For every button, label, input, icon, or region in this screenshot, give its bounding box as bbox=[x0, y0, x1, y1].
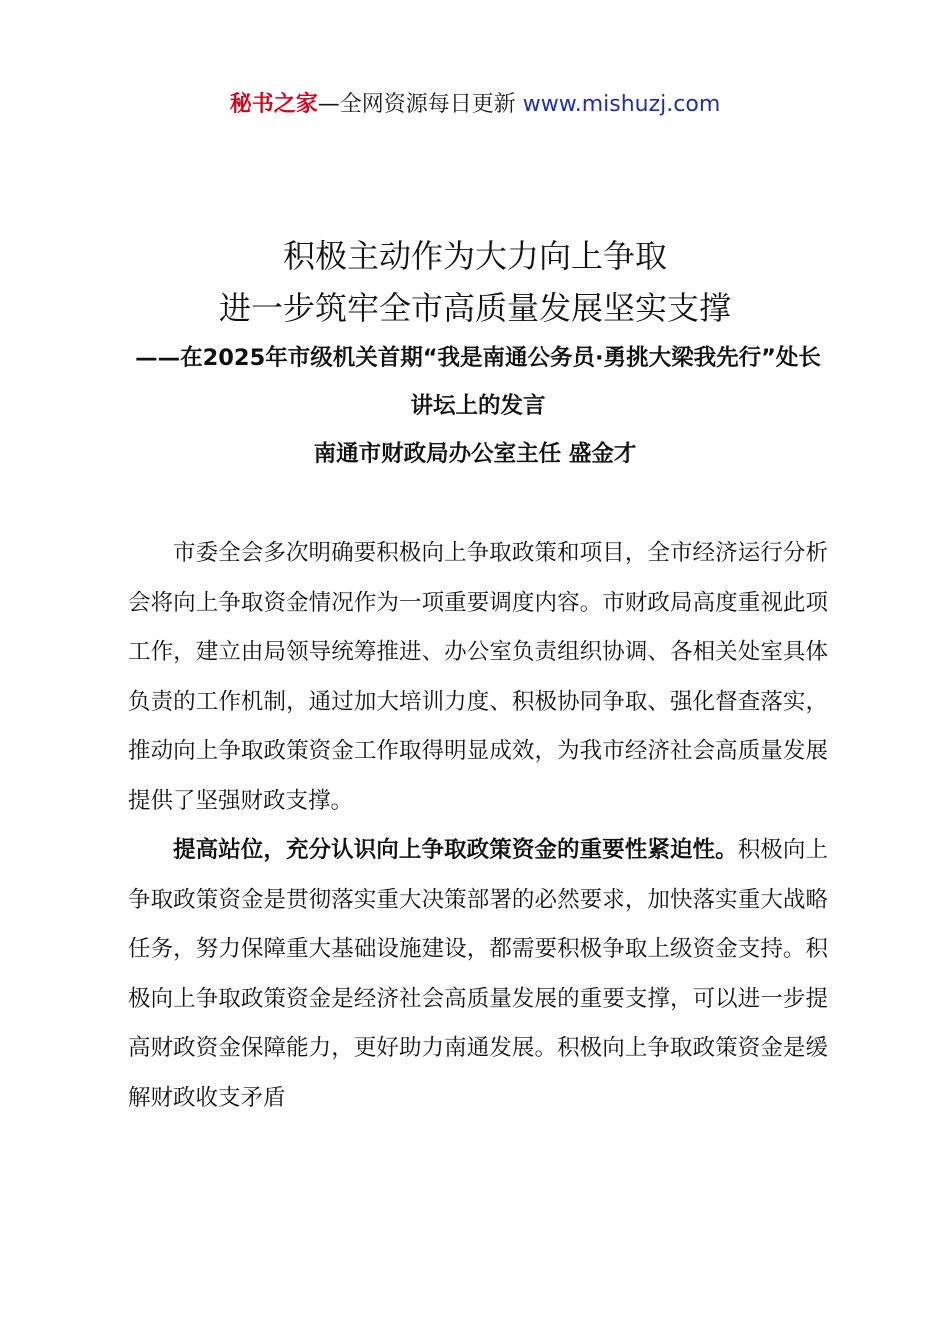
body-paragraph-2 bbox=[128, 826, 828, 1123]
document-title-line-1: 积极主动作为大力向上争取 bbox=[282, 237, 667, 275]
document-author: 南通市财政局办公室主任 盛金才 bbox=[313, 441, 637, 467]
document-title-line-2: 进一步筑牢全市高质量发展坚实支撑 bbox=[218, 289, 731, 327]
site-brand: 秘书之家 bbox=[229, 92, 318, 117]
paragraph-text: 积极向上争取政策资金是贯彻落实重大决策部署的必然要求，加快落实重大战略任务，努力保障重大基础设施建设，都需要积极争取上级资金支持。积极向上争取政策资金是经济社会高质量发展的重要支撑，可以进一步提高财政资金保障能力，更好助力南通发展。积极向上争取政策资金是缓解财政收支矛盾 bbox=[128, 837, 828, 1111]
body-paragraph-1: 市委全会多次明确要积极向上争取政策和项目，全市经济运行分析会将向上争取资金情况作为一项重要调度内容。市财政局高度重视此项工作，建立由局领导统筹推进、办公室负责组织协调、各相关处室具体负责的工作机制，通过加大培训力度、积极协同争取、强化督查落实，推动向上争取政策资金工作取得明显成效，为我市经济社会高质量发展提供了坚强财政支撑。 bbox=[128, 540, 828, 814]
document-body bbox=[128, 529, 828, 1123]
document-subtitle: ——在2025年市级机关首期“我是南通公务员·勇挑大梁我先行”处长讲坛上的发言 bbox=[135, 345, 821, 419]
paragraph-heading: 提高站位，充分认识向上争取政策资金的重要性紧迫性。 bbox=[173, 837, 738, 863]
site-header bbox=[0, 88, 950, 122]
site-url-link[interactable]: www.mishuzj.com bbox=[522, 92, 721, 117]
site-tagline: —全网资源每日更新 bbox=[317, 92, 516, 117]
